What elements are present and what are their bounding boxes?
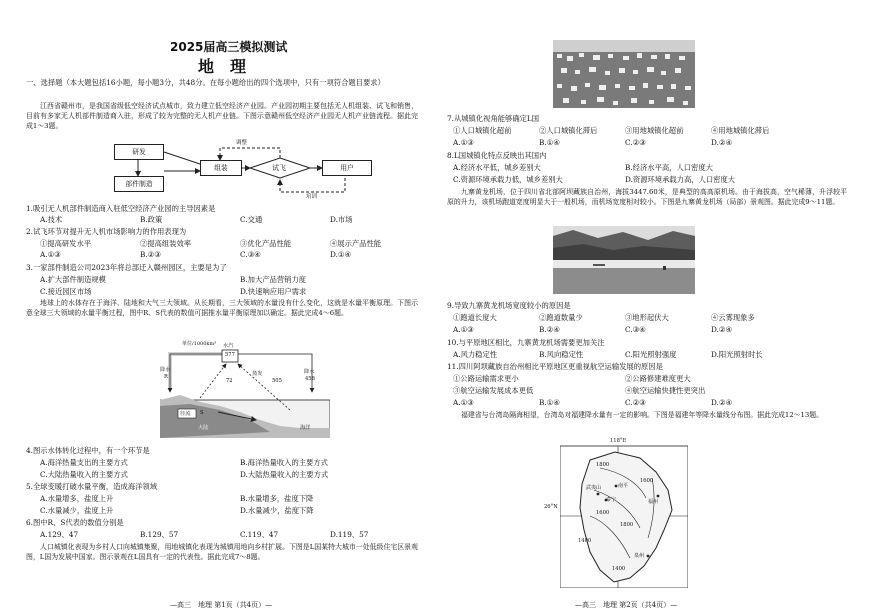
q10-stem: 10.与平原地区相比，九寨黄龙机场需要更加关注 xyxy=(447,338,605,347)
flow-assembly: 组装 xyxy=(200,160,242,176)
q8-option-c[interactable]: C.资源环境承载力低，城乡差别大 xyxy=(453,175,563,184)
q11-option-c[interactable]: C.②③ xyxy=(625,398,646,407)
q11-stem: 11.四川阿坝藏族自治州相比平原地区更重视航空运输发展的原因是 xyxy=(447,362,663,371)
q1-option-b[interactable]: B.政策 xyxy=(140,215,163,224)
map-latitude: 26°N xyxy=(544,504,558,510)
q7-item-2: ②人口城镇化滞后 xyxy=(539,126,598,135)
water-runoff-value: S xyxy=(200,410,204,416)
map-isoline-5: 1600 xyxy=(596,510,610,516)
q9-option-c[interactable]: C.③④ xyxy=(625,325,646,334)
q2-item-1: ①提高研发水平 xyxy=(40,239,92,248)
q7-option-d[interactable]: D.②④ xyxy=(711,138,732,147)
q4-option-b[interactable]: B.海洋热量收入的主要方式 xyxy=(240,458,328,467)
q2-option-b[interactable]: B.②③ xyxy=(140,250,161,259)
map-longitude: 118°E xyxy=(610,438,627,444)
intro-q1-3: 江西省赣州市，是我国省级低空经济试点城市，致力建立低空经济产业园。产业园初期主要包括无人机组装、试飞和销售，目前有多家无人机部件制造商入驻，形成了较为完整的无人机产业链。下图示意赣州低空经济产业园无人机产业链流程。据此完成1～3题。 xyxy=(26,102,418,130)
map-place-nanping: 南平 xyxy=(618,483,629,489)
water-unit: 单位/1000km³ xyxy=(182,341,217,347)
map-isoline-3: 1800 xyxy=(620,522,634,528)
q11-item-2: ②公路修建难度更大 xyxy=(625,374,691,383)
map-place-taining: 泰宁 xyxy=(606,497,617,503)
q5-stem: 5.全球变暖打破水量平衡，造成海洋领域 xyxy=(26,482,158,491)
q2-option-d[interactable]: D.①④ xyxy=(330,250,351,259)
page2-footer: —高三 地理 第2页（共4页）— xyxy=(575,601,678,609)
q6-option-c[interactable]: C.119、47 xyxy=(240,530,279,539)
q10-option-a[interactable]: A.风力稳定性 xyxy=(453,350,498,359)
q7-item-3: ③用地城镇化超前 xyxy=(625,126,684,135)
water-sea-label: 海洋 xyxy=(300,425,311,431)
q6-option-b[interactable]: B.129、57 xyxy=(140,530,179,539)
q4-option-a[interactable]: A.海洋热量支出的主要方式 xyxy=(40,458,128,467)
q8-option-b[interactable]: B.经济水平高，人口密度大 xyxy=(625,163,713,172)
q2-option-c[interactable]: C.③④ xyxy=(240,250,261,259)
q7-item-1: ①人口城镇化超前 xyxy=(453,126,512,135)
q2-item-4: ④展示产品性能 xyxy=(330,239,382,248)
q8-stem: 8.L国城镇化特点反映出其国内 xyxy=(447,151,547,160)
q10-option-b[interactable]: B.风向稳定性 xyxy=(539,350,584,359)
q9-item-2: ②跑道数量少 xyxy=(539,313,583,322)
q9-item-1: ①跑道长度大 xyxy=(453,313,497,322)
q3-stem: 3.一家部件制造公司2023年将总部迁入赣州园区，主要是为了 xyxy=(26,263,227,272)
water-sea-evap-value: 505 xyxy=(272,378,282,384)
exam-title: 2025届高三模拟测试 xyxy=(170,40,288,54)
q8-option-d[interactable]: D.资源环境承载力高，人口密度大 xyxy=(625,175,736,184)
q2-item-3: ③优化产品性能 xyxy=(240,239,292,248)
q3-option-c[interactable]: C.接近园区市场 xyxy=(40,287,92,296)
water-vapor-label: 水汽 xyxy=(223,343,234,349)
q5-option-c[interactable]: C.水量减少，盐度上升 xyxy=(40,506,114,515)
page1-footer: —高三 地理 第1页（共4页）— xyxy=(170,601,273,609)
intro-q7-8: 人口城镇化表现为乡村人口向城镇集聚，用地城镇化表现为城镇用地向乡村扩展。下图是L国某特大城市一处低级住宅区景观图，L国为发展中国家。图示景观在L国具有一定的代表性。据此完成7～8题。 xyxy=(26,543,418,561)
flow-user: 用户 xyxy=(322,160,372,176)
map-isoline-6: 1400 xyxy=(612,566,626,572)
q1-stem: 1.吸引无人机部件制造商入驻低空经济产业园的主导因素是 xyxy=(26,204,216,213)
q10-option-d[interactable]: D.阳光照射时长 xyxy=(711,350,763,359)
q3-option-b[interactable]: B.加大产品营销力度 xyxy=(240,275,307,284)
q11-option-a[interactable]: A.①③ xyxy=(453,398,474,407)
water-land-label: 大陆 xyxy=(198,425,209,431)
flow-adjust-label: 调整 xyxy=(236,140,248,146)
water-land-precip-label: 降水 xyxy=(160,367,171,373)
fujian-precipitation-map xyxy=(544,438,688,588)
q11-item-3: ③航空运输发展成本更低 xyxy=(453,386,534,395)
q8-option-a[interactable]: A.经济水平低，城乡差别大 xyxy=(453,163,541,172)
q5-option-a[interactable]: A.水量增多，盐度上升 xyxy=(40,494,114,503)
flow-feedback-label: 培训 xyxy=(306,194,318,200)
q9-option-a[interactable]: A.①③ xyxy=(453,325,474,334)
q11-option-b[interactable]: B.①④ xyxy=(539,398,560,407)
water-land-precip-value: R xyxy=(164,374,168,380)
section-heading: 一、选择题（本大题包括16小题，每小题3分，共48分。在每小题给出的四个选项中，只有一项符合题目要求） xyxy=(26,78,385,87)
q10-option-c[interactable]: C.阳光照射强度 xyxy=(625,350,677,359)
q1-option-c[interactable]: C.交通 xyxy=(240,215,263,224)
intro-q12-13: 福建省与台湾岛隔海相望，台湾岛对福建降水量有一定的影响。下图是福建年等降水量线分布图。据此完成12～13题。 xyxy=(461,411,824,419)
q1-option-a[interactable]: A.技术 xyxy=(40,215,63,224)
city-photo-texture xyxy=(553,40,695,108)
exam-page-2 xyxy=(435,0,870,614)
subject-title: 地 理 xyxy=(198,57,247,76)
map-place-wuyishan: 武夷山 xyxy=(586,485,602,491)
flow-research: 研发 xyxy=(114,144,164,160)
map-isoline-4: 1400 xyxy=(578,538,592,544)
q5-option-d[interactable]: D.水量减少，盐度下降 xyxy=(240,506,314,515)
q4-option-d[interactable]: D.大陆热量收入的主要方式 xyxy=(240,470,329,479)
q4-stem: 4.图示水体转化过程中，有一个环节是 xyxy=(26,446,150,455)
intro-q9-11: 九寨黄龙机场，位于四川省北部阿坝藏族自治州，海拔3447.60米，是典型的高高原机场。由于海拔高，空气稀薄，升浮较平原的升力，该机场跑道宽度明显大于一般机场，而机场宽度相对较小。下图是九寨黄龙机场（局部）景观图。据此完成9～11题。 xyxy=(447,188,847,206)
q3-option-a[interactable]: A.扩大部件制造规模 xyxy=(40,275,106,284)
intro-q4-6: 地球上的水体存在于海洋、陆地和大气三大领域。从长期看，三大领域的水量没有什么变化，这就是水量平衡原理。下图示意全球三大领域的水量平衡过程，图中R、S代表的数值可据推水量平衡原理加以确定。据此完成4～6题。 xyxy=(26,299,418,317)
q9-option-d[interactable]: D.②④ xyxy=(711,325,732,334)
q2-stem: 2.试飞环节对提升无人机市场影响力的作用表现为 xyxy=(26,227,187,236)
q11-item-4: ④航空运输快捷性更突出 xyxy=(625,386,706,395)
q7-option-c[interactable]: C.②③ xyxy=(625,138,646,147)
flow-test: 试飞 xyxy=(272,164,286,172)
water-land-evap-value: 72 xyxy=(226,378,233,384)
airport-photo-graphic xyxy=(553,226,695,294)
water-cycle-diagram xyxy=(160,340,330,438)
q9-item-4: ④云雾现象多 xyxy=(711,313,755,322)
q9-stem: 9.导致九寨黄龙机场宽度较小的原因是 xyxy=(447,301,571,310)
q9-option-b[interactable]: B.②④ xyxy=(539,325,560,334)
q1-option-d[interactable]: D.市场 xyxy=(330,215,353,224)
q6-option-a[interactable]: A.129、47 xyxy=(40,530,79,539)
water-sea-precip-label: 降水 xyxy=(304,369,315,375)
city-residential-photo xyxy=(553,40,695,108)
water-runoff-label: 径流 xyxy=(180,411,191,417)
q7-item-4: ④用地城镇化滞后 xyxy=(711,126,770,135)
q2-item-2: ②提高组装效率 xyxy=(140,239,192,248)
map-place-quanzhou: 泉州 xyxy=(634,553,645,559)
water-evap-label: 蒸发 xyxy=(252,371,263,377)
q7-option-b[interactable]: B.①④ xyxy=(539,138,560,147)
q6-stem: 6.图中R、S代表的数值分别是 xyxy=(26,518,124,527)
q7-option-a[interactable]: A.①③ xyxy=(453,138,474,147)
q4-option-c[interactable]: C.大陆热量收入的主要方式 xyxy=(40,470,128,479)
map-place-fuzhou: 福州 xyxy=(648,499,659,505)
q6-option-d[interactable]: D.119、57 xyxy=(330,530,369,539)
industry-flow-diagram xyxy=(110,138,380,200)
q11-option-d[interactable]: D.②④ xyxy=(711,398,732,407)
water-vapor-value: 577 xyxy=(225,352,235,358)
q5-option-b[interactable]: B.水量增多，盐度下降 xyxy=(240,494,314,503)
q7-stem: 7.从城镇化视角能够确定L国 xyxy=(447,114,540,123)
airport-landscape-photo xyxy=(553,226,695,294)
q3-option-d[interactable]: D.快速响应用户需求 xyxy=(240,287,307,296)
q9-item-3: ③地形起伏大 xyxy=(625,313,669,322)
q2-option-a[interactable]: A.①③ xyxy=(40,250,61,259)
map-isoline-1: 1800 xyxy=(596,462,610,468)
flow-parts: 部件制造 xyxy=(114,176,164,192)
map-isoline-2: 1600 xyxy=(640,478,654,484)
q11-item-1: ①公路运输需求更小 xyxy=(453,374,519,383)
water-sea-precip-value: 458 xyxy=(305,376,315,382)
